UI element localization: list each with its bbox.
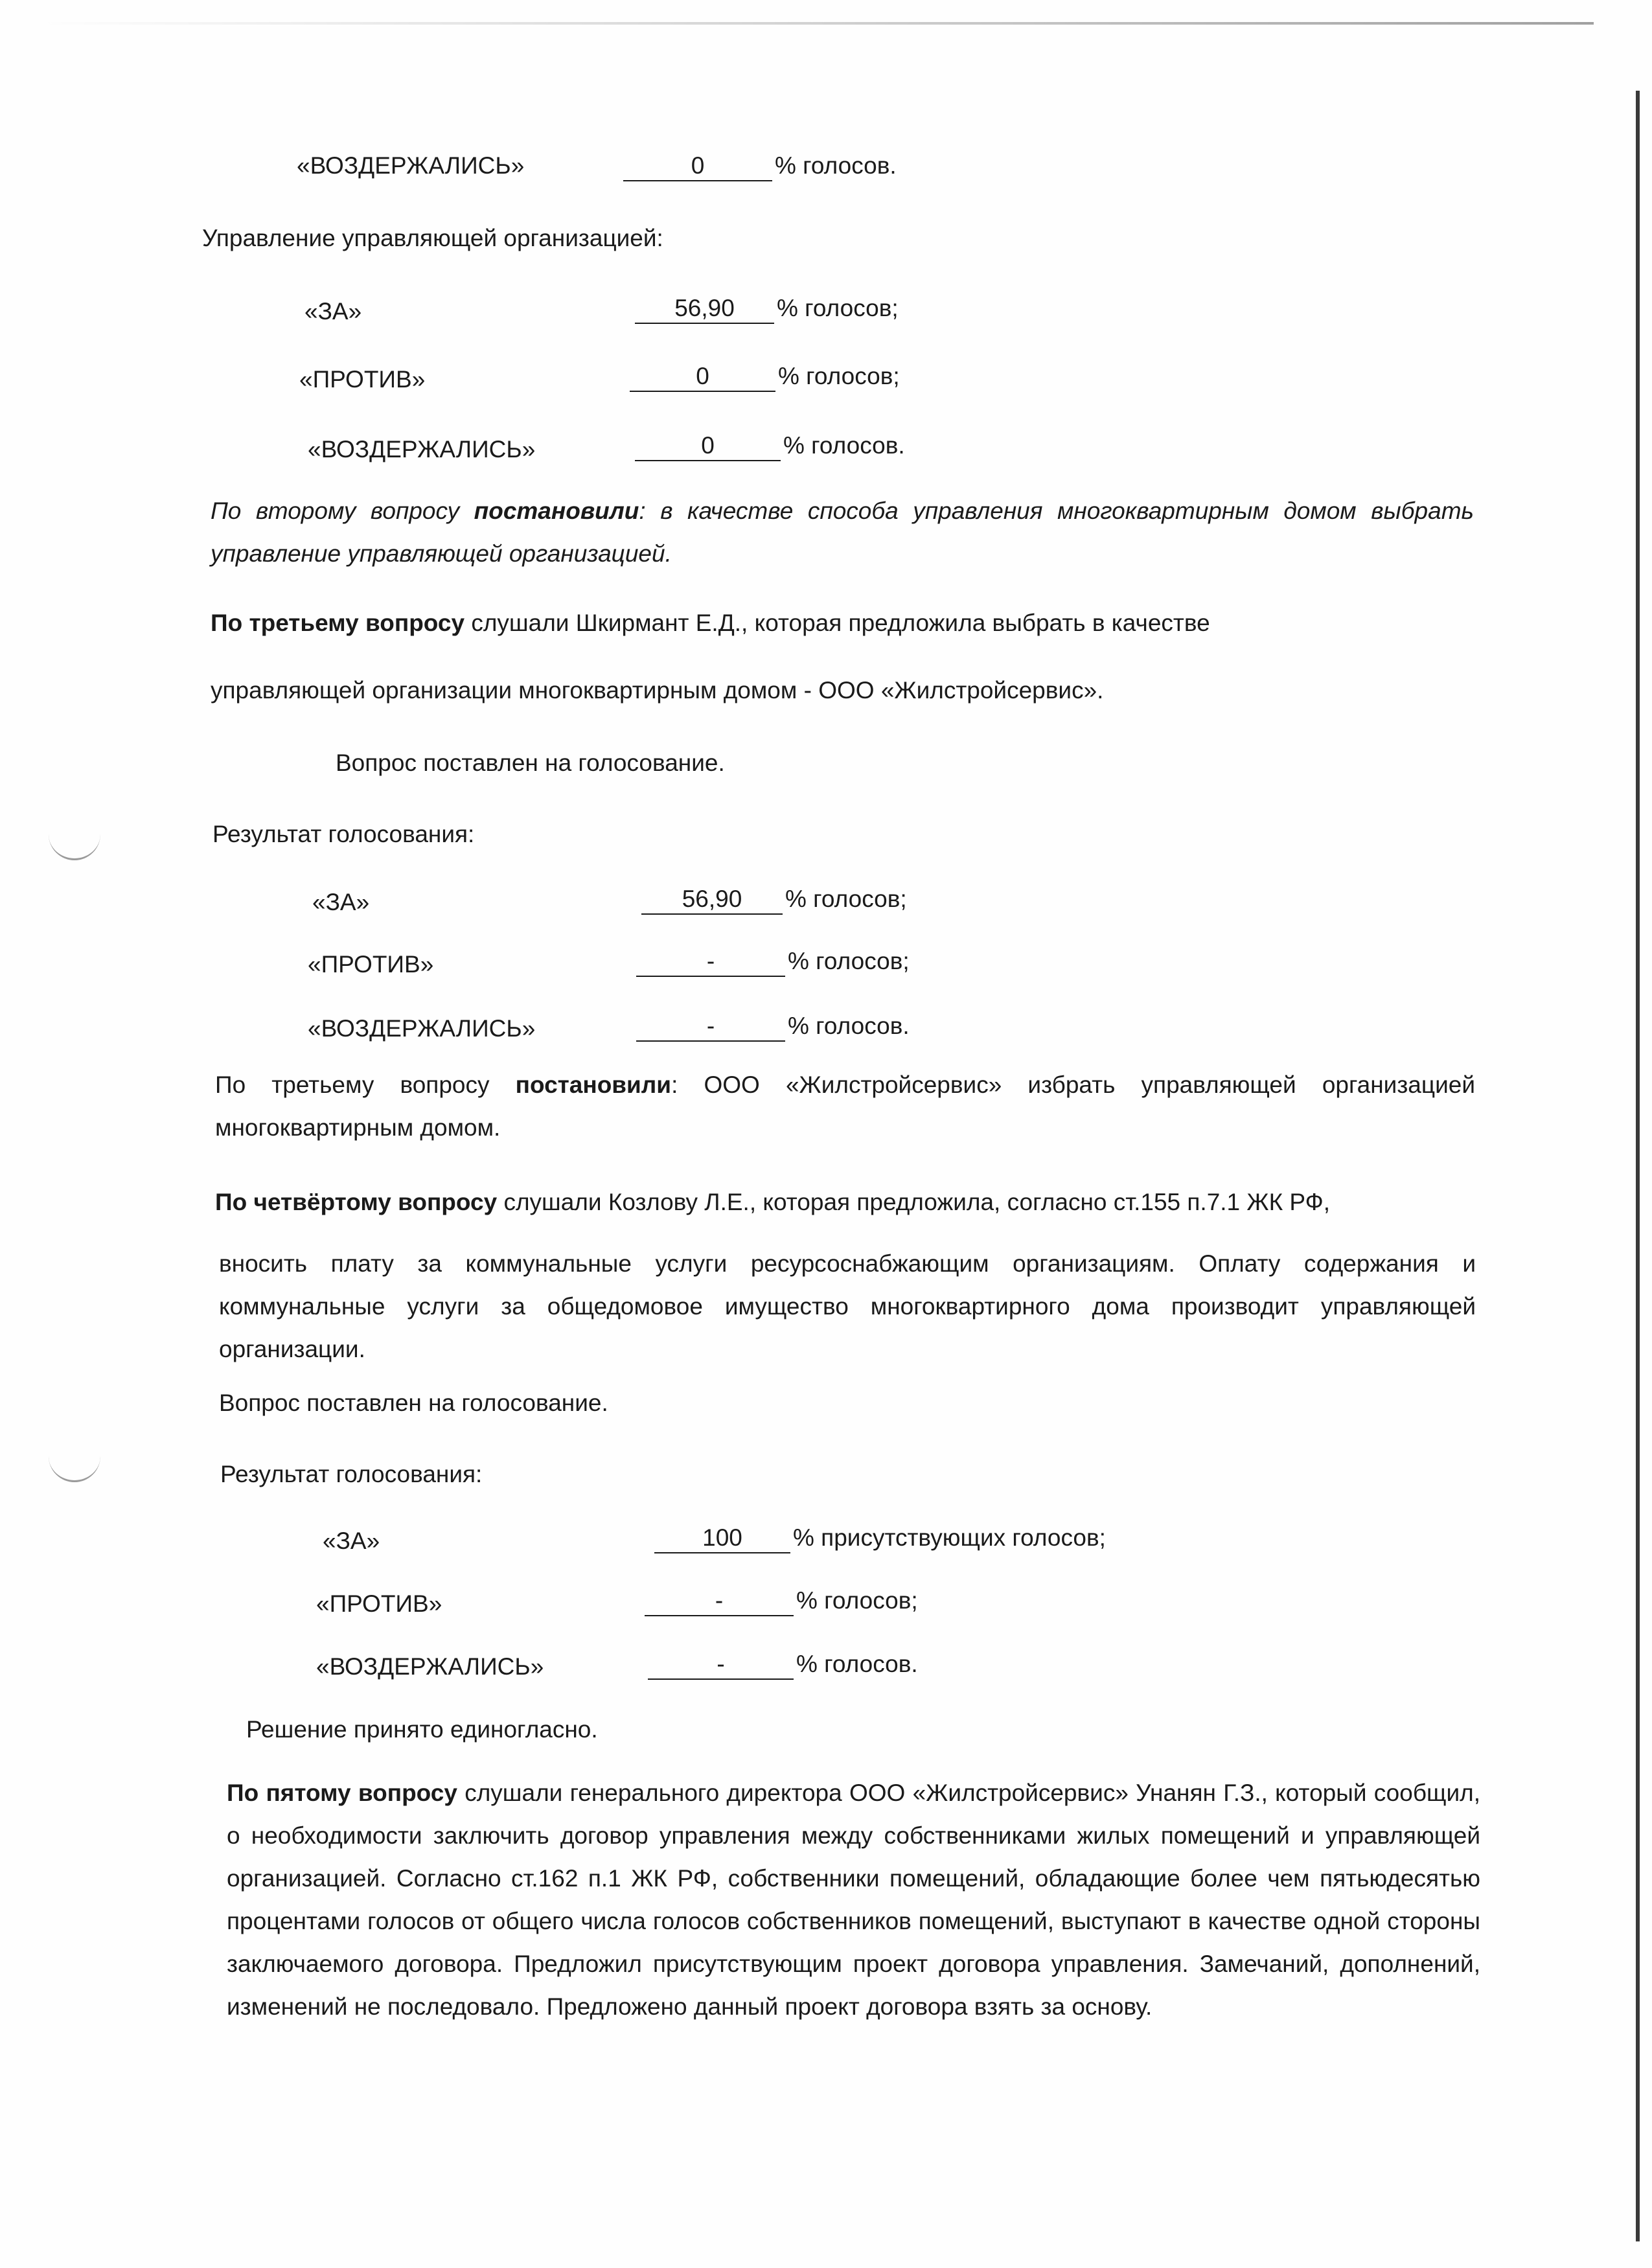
q2-decision-paragraph: [211, 490, 1474, 575]
q3-decision-lead: По третьему вопросу: [215, 1071, 516, 1098]
vote-value-abstain: [648, 1647, 918, 1681]
q3-heard-text: слушали Шкирмант Е.Д., которая предложила выбрать в качестве: [465, 610, 1210, 636]
q5-heard-paragraph: [227, 1772, 1480, 2028]
vote-value-against: [630, 360, 900, 393]
vote-label-abstain: «ВОЗДЕРЖАЛИСЬ»: [297, 152, 525, 179]
q4-put-to-vote: Вопрос поставлен на голосование.: [219, 1390, 608, 1416]
q4-heard-line1: [215, 1186, 1330, 1219]
vote-value-for: [635, 292, 899, 325]
vote-percent: -: [648, 1650, 794, 1680]
q4-result-heading: Результат голосования:: [220, 1461, 483, 1487]
vote-unit: % голосов;: [785, 886, 907, 912]
vote-value-against: [636, 945, 910, 978]
punch-hole-mark: [49, 1454, 100, 1482]
q4-heard-text: слушали Козлову Л.Е., которая предложила, согласно ст.155 п.7.1 ЖК РФ,: [497, 1189, 1331, 1215]
vote-label-against: «ПРОТИВ»: [316, 1590, 442, 1617]
vote-label-against: «ПРОТИВ»: [308, 951, 434, 978]
vote-unit: % голосов.: [783, 432, 905, 459]
vote-percent: 56,90: [641, 885, 783, 915]
scan-right-edge: [1636, 91, 1640, 2241]
q3-heard-line1: [211, 606, 1210, 640]
vote-percent: -: [645, 1586, 794, 1616]
q5-heard-bold: По пятому вопросу: [227, 1780, 457, 1806]
q5-heard-text: слушали генерального директора ООО «Жилстройсервис» Унанян Г.З., который сообщил, о необходимости заключить договор управления между собственниками жилых помещений и управляющей организацией. Согласно ст.162 п.1 ЖК РФ, собственники помещений, обладающие более чем пятьюдесятью процентами голосов от общего числа голосов собственников помещений, выступают в качестве одной стороны заключаемого договора. Предложил присутствующим проект договора управления. Замечаний, дополнений, изменений не последовало. Предложено данный проект договора взять за основу.: [227, 1780, 1480, 2020]
vote-unit: % голосов.: [796, 1651, 918, 1677]
scan-top-edge: [39, 22, 1594, 25]
q4-proposal-paragraph: вносить плату за коммунальные услуги ресурсоснабжающим организациям. Оплату содержания и коммунальные услуги за общедомовое имущество многоквартирного дома производит управляющей организации.: [219, 1250, 1476, 1362]
vote-percent: 0: [623, 152, 772, 181]
punch-hole-mark: [49, 832, 100, 860]
vote-value-for: [654, 1521, 1106, 1555]
vote-unit: % голосов.: [788, 1013, 910, 1039]
vote-percent: 0: [635, 431, 781, 461]
vote-label-for: «ЗА»: [312, 889, 370, 915]
q3-heard-bold: По третьему вопросу: [211, 610, 465, 636]
vote-percent: -: [636, 1012, 785, 1042]
q3-result-heading: Результат голосования:: [212, 821, 475, 847]
q2-decision-text: : в качестве способа управления многоквартирным домом выбрать управление управляющей организацией.: [211, 498, 1474, 567]
vote-label-against: «ПРОТИВ»: [299, 366, 426, 393]
vote-percent: -: [636, 947, 785, 977]
q3-put-to-vote: Вопрос поставлен на голосование.: [336, 750, 725, 776]
q3-decision-paragraph: [215, 1064, 1475, 1149]
vote-label-abstain: «ВОЗДЕРЖАЛИСЬ»: [308, 436, 536, 463]
q3-heard-line2: управляющей организации многоквартирным домом - ООО «Жилстройсервис».: [211, 677, 1104, 704]
vote-label-for: «ЗА»: [323, 1528, 380, 1554]
vote-unit: % присутствующих голосов;: [793, 1524, 1106, 1551]
q4-unanimous-decision: Решение принято единогласно.: [246, 1716, 598, 1743]
vote-label-for: «ЗА»: [304, 298, 362, 325]
vote-value-against: [645, 1584, 918, 1618]
vote-percent: 0: [630, 362, 775, 392]
q3-decision-text: : ООО «Жилстройсервис» избрать управляющей организацией многоквартирным домом.: [215, 1071, 1475, 1141]
vote-unit: % голосов;: [777, 295, 899, 321]
vote-value-abstain: [636, 1009, 910, 1043]
vote-percent: 100: [654, 1524, 790, 1553]
vote-percent: 56,90: [635, 294, 774, 324]
q3-decision-bold: постановили: [515, 1071, 672, 1098]
vote-unit: % голосов;: [796, 1587, 918, 1614]
vote-unit: % голосов.: [775, 152, 897, 179]
vote-unit: % голосов;: [788, 948, 910, 974]
vote-value-abstain: [623, 149, 897, 183]
q2-decision-bold: постановили: [474, 498, 639, 524]
vote-value-abstain: [635, 429, 905, 463]
vote-unit: % голосов;: [778, 363, 900, 389]
vote-value-for: [641, 882, 907, 916]
section-heading: Управление управляющей организацией:: [202, 225, 663, 251]
q2-decision-lead: По второму вопросу: [211, 498, 474, 524]
vote-label-abstain: «ВОЗДЕРЖАЛИСЬ»: [316, 1653, 544, 1680]
vote-label-abstain: «ВОЗДЕРЖАЛИСЬ»: [308, 1015, 536, 1042]
q4-heard-bold: По четвёртому вопросу: [215, 1189, 498, 1215]
